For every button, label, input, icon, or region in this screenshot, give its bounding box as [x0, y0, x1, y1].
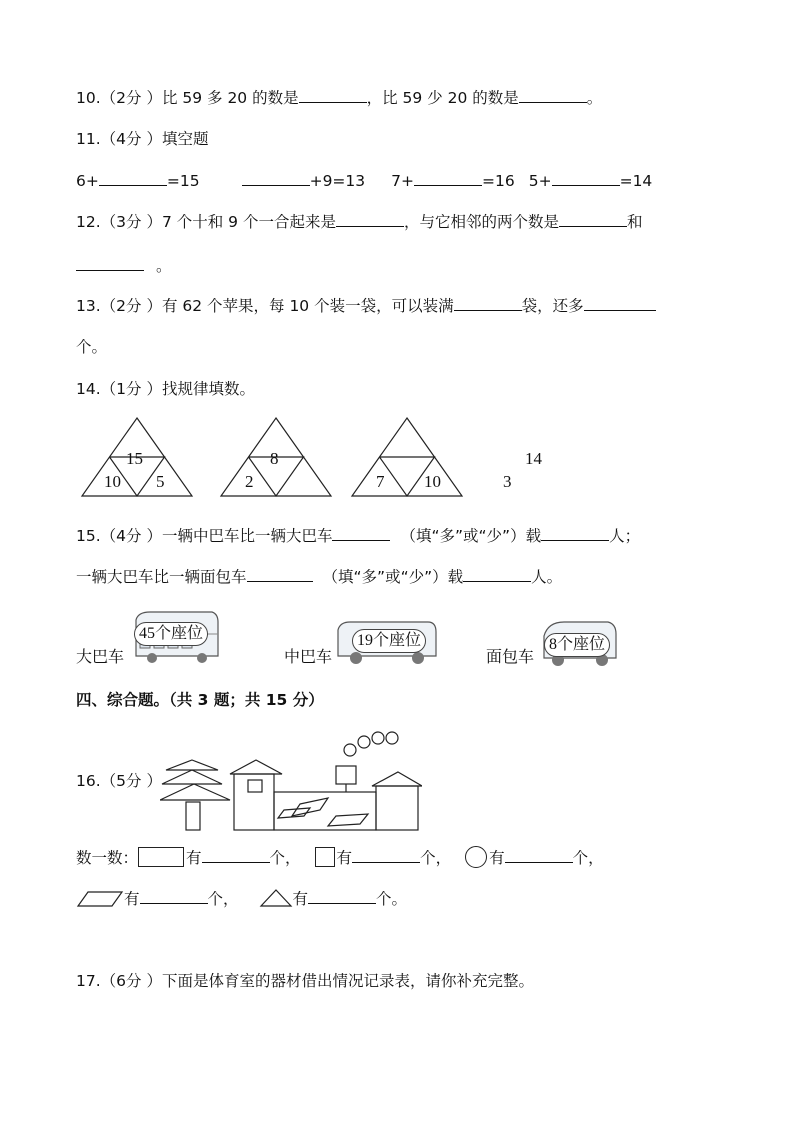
q16-you-4: 有 [124, 890, 140, 908]
q12-line-1 [76, 212, 642, 232]
bus-seats-badge: 45个座位 [134, 622, 208, 646]
q15-l2-b: （填“多”或“少”）载 [322, 568, 464, 586]
q12-blank-1[interactable] [336, 212, 404, 227]
tri3-left: 7 [376, 472, 385, 491]
q17-title: 17.（6分 ）下面是体育室的器材借出情况记录表，请你补充完整。 [76, 972, 534, 990]
minibus-seats-badge: 19个座位 [352, 629, 426, 653]
q13-prefix: 13.（2分 ）有 62 个苹果，每 10 个装一袋，可以装满 [76, 297, 454, 315]
q13-line-1 [76, 296, 656, 316]
q16-ge-end: 个。 [376, 890, 408, 908]
circle-icon [465, 846, 487, 868]
q16-ge-3: 个， [572, 849, 604, 867]
q11-blank-2[interactable] [242, 171, 310, 186]
q10-mid: ，比 59 少 20 的数是 [366, 89, 519, 107]
q10-blank-1[interactable] [299, 88, 367, 103]
q11-eq2-b: +9=13 [309, 172, 366, 190]
q15-l2-c: 人。 [531, 568, 563, 586]
tri1-top: 15 [126, 449, 143, 468]
q15-l1-c: 人； [609, 527, 641, 545]
q15-line-2 [76, 567, 562, 587]
q16-you-3: 有 [489, 849, 505, 867]
section-4-title: 四、综合题。（共 3 题；共 15 分） [76, 691, 324, 709]
rectangle-icon [138, 847, 184, 867]
q16-ge-2: 个， [420, 849, 452, 867]
q14-title: 14.（1分 ）找规律填数。 [76, 380, 255, 398]
q15-l1-a: 15.（4分 ）一辆中巴车比一辆大巴车 [76, 527, 333, 545]
q13-end: 个。 [76, 338, 108, 356]
tri1-left: 10 [104, 472, 121, 491]
vehicle-label-bus: 大巴车 [76, 649, 125, 666]
vehicle-label-van: 面包车 [486, 649, 535, 666]
tri2-top: 8 [270, 449, 279, 468]
q12-line-2 [76, 256, 172, 276]
tri1-right: 5 [156, 472, 165, 491]
q13-blank-2[interactable] [584, 296, 656, 311]
q12-and: 和 [626, 213, 643, 231]
q11-eq1-b: =15 [166, 172, 200, 190]
q15-l2-a: 一辆大巴车比一辆面包车 [76, 568, 247, 586]
q15-line-1 [76, 526, 640, 546]
q10-prefix: 10.（2分 ）比 59 多 20 的数是 [76, 89, 299, 107]
tri2-left: 2 [245, 472, 254, 491]
q16-shapes-figure [160, 726, 422, 832]
tri4-top: 14 [525, 449, 542, 468]
q16-blank-triangle[interactable] [308, 889, 376, 904]
q15-blank-1[interactable] [332, 526, 390, 541]
q11-blank-1[interactable] [99, 171, 167, 186]
q12-blank-3[interactable] [76, 256, 144, 271]
q16-title: 16.（5分 ） [76, 772, 162, 790]
vehicle-label-minibus: 中巴车 [284, 649, 333, 666]
q16-blank-rect[interactable] [202, 848, 270, 863]
q16-count-line-2 [76, 888, 407, 909]
q10-blank-2[interactable] [519, 88, 587, 103]
q12-blank-2[interactable] [559, 212, 627, 227]
q15-blank-3[interactable] [247, 567, 313, 582]
tri4-left: 3 [503, 472, 512, 491]
q16-you-1: 有 [186, 849, 202, 867]
q12-end: 。 [156, 257, 172, 275]
q16-count-line-1 [76, 846, 604, 868]
q11-eq4-b: =14 [619, 172, 653, 190]
van-seats-badge: 8个座位 [544, 633, 610, 657]
q16-you-5: 有 [292, 890, 309, 908]
q12-prefix: 12.（3分 ）7 个十和 9 个一合起来是 [76, 213, 336, 231]
q11-eq4-a: 5+ [528, 172, 552, 190]
q13-blank-1[interactable] [454, 296, 522, 311]
q11-eq3-b: =16 [482, 172, 515, 190]
q11-title: 11.（4分 ）填空题 [76, 130, 209, 148]
triangle-icon [259, 888, 293, 908]
q15-blank-2[interactable] [541, 526, 609, 541]
q11-eq1-a: 6+ [76, 172, 99, 190]
q16-blank-square[interactable] [352, 848, 420, 863]
q11-equations [76, 171, 652, 191]
triangle-3 [352, 418, 462, 496]
q11-blank-4[interactable] [552, 171, 620, 186]
q16-count-label: 数一数： [76, 849, 139, 867]
q11-blank-3[interactable] [414, 171, 482, 186]
q12-mid: ，与它相邻的两个数是 [403, 213, 559, 231]
q10-end: 。 [586, 89, 603, 107]
q10-line [76, 88, 602, 108]
q16-blank-parallelogram[interactable] [140, 889, 208, 904]
q16-you-2: 有 [336, 849, 353, 867]
q15-l1-b: （填“多”或“少”）载 [400, 527, 542, 545]
q16-ge-1: 个， [269, 849, 301, 867]
parallelogram-icon [76, 890, 124, 908]
q11-eq3-a: 7+ [391, 172, 414, 190]
square-icon [315, 847, 335, 867]
q16-ge-4: 个， [207, 890, 239, 908]
q16-blank-circle[interactable] [505, 848, 573, 863]
q15-blank-4[interactable] [463, 567, 531, 582]
tri3-right: 10 [424, 472, 441, 491]
q13-mid: 袋，还多 [521, 297, 584, 315]
